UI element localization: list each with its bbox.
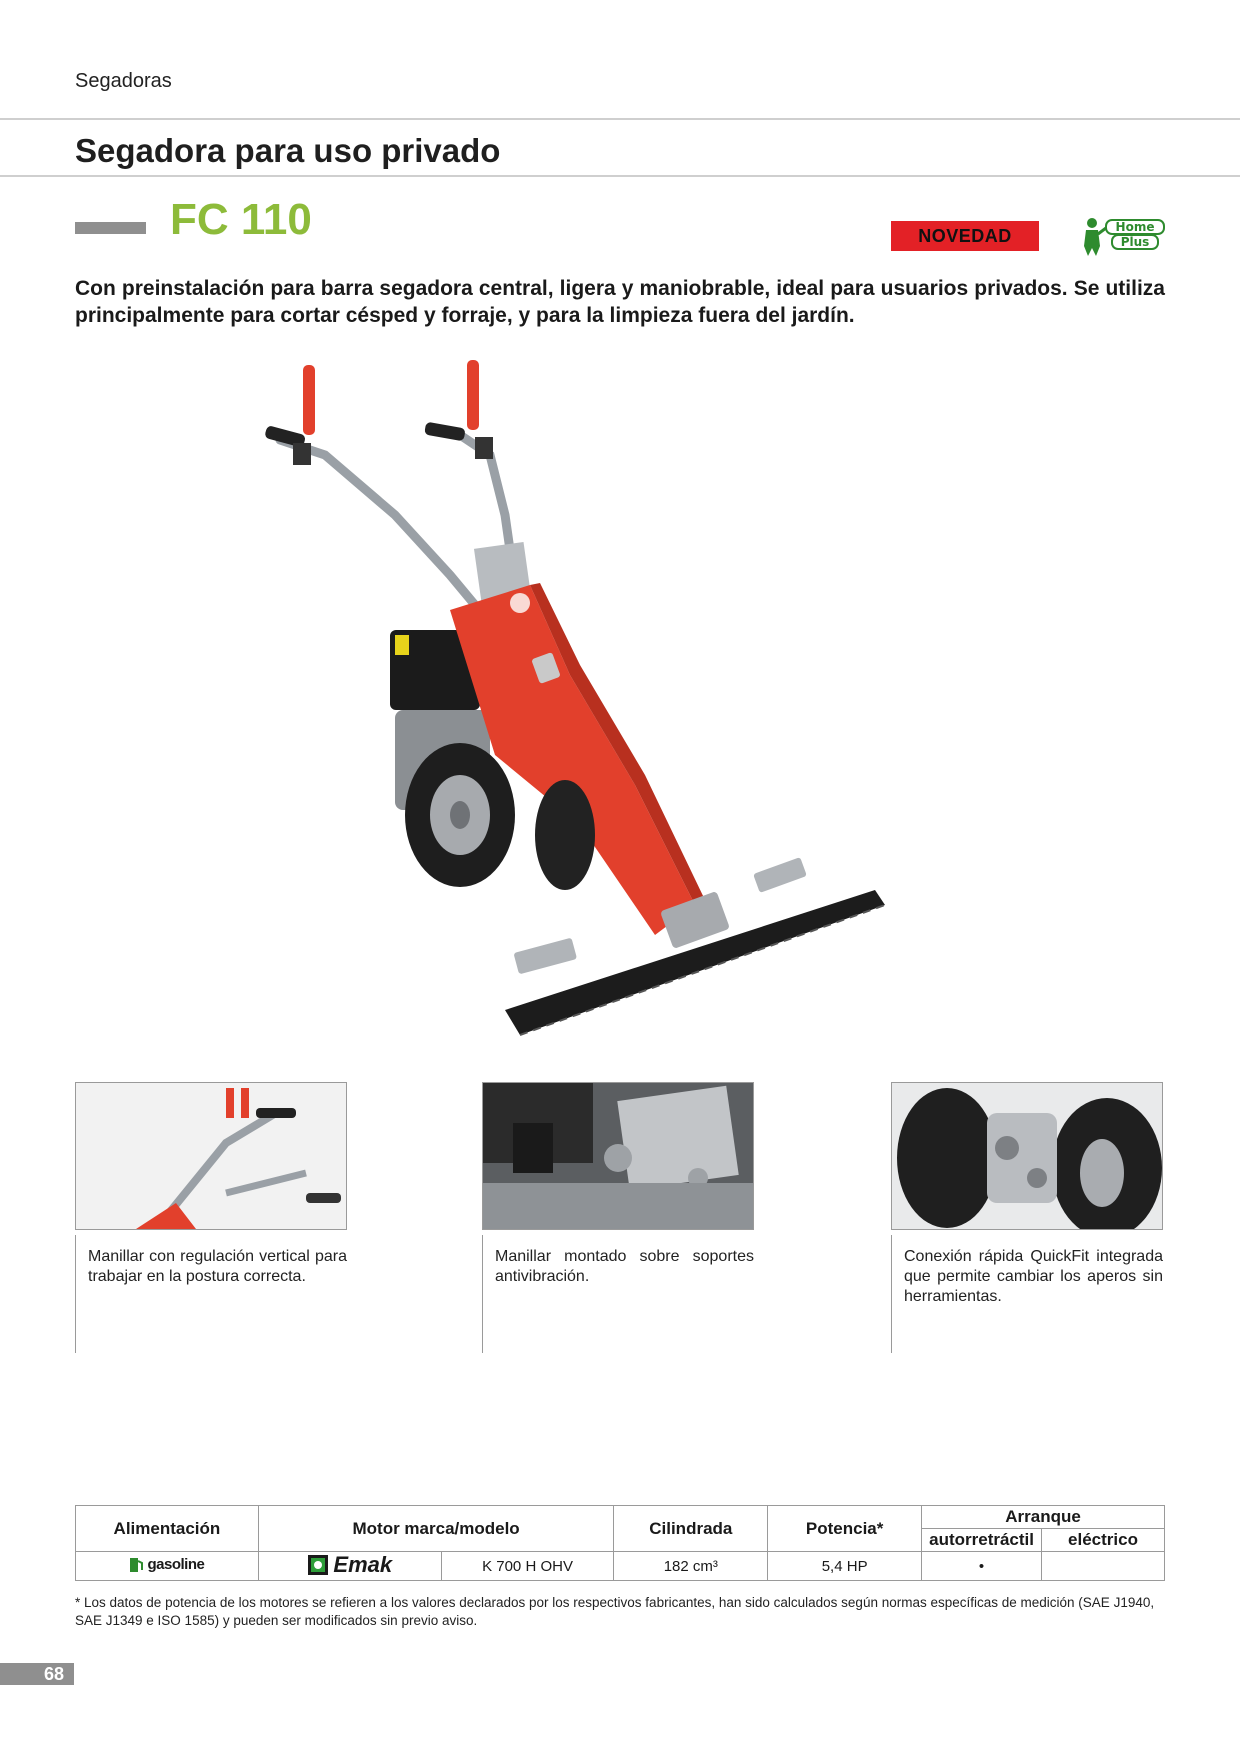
header-arranque: Arranque (922, 1506, 1165, 1529)
home-plus-logo (1078, 214, 1168, 258)
electrico-cell (1042, 1552, 1165, 1581)
model-name: FC 110 (170, 195, 312, 244)
handlebar-detail-image (75, 1082, 347, 1230)
table-row (76, 1552, 1165, 1581)
feature-antivibration (482, 1082, 754, 1353)
mower-product-image (235, 345, 995, 1065)
product-intro: Con preinstalación para barra segadora central, ligera y maniobrable, ideal para usuarios privados. Se utiliza principalmente para cortar césped y forraje, y para la limpieza fuera del jardín. (75, 277, 1165, 327)
footnote: * Los datos de potencia de los motores se refieren a los valores declarados por los respectivos fabricantes, han sido calculados según normas específicas de medición (SAE J1940, SAE J1349 e ISO 1585) y pueden ser modificados sin previo aviso. (75, 1595, 1155, 1628)
header-electrico: eléctrico (1042, 1529, 1165, 1552)
potencia-cell: 5,4 HP (768, 1552, 922, 1581)
svg-text:Plus: Plus (1120, 235, 1150, 249)
brand-cell (258, 1552, 441, 1581)
feature-caption: Conexión rápida QuickFit integrada que permite cambiar los aperos sin herramientas. (891, 1235, 1163, 1353)
page-title: Segadora para uso privado (75, 132, 501, 169)
header-motor: Motor marca/modelo (258, 1506, 614, 1552)
section-label: Segadoras (75, 70, 172, 92)
model-accent-bar (75, 222, 146, 234)
svg-text:Home: Home (1115, 220, 1155, 234)
header-potencia: Potencia* (768, 1506, 922, 1552)
feature-handlebar-adjust (75, 1082, 347, 1353)
header-autorretractil: autorretráctil (922, 1529, 1042, 1552)
fuel-cell (76, 1552, 259, 1581)
autorretractil-cell: • (922, 1552, 1042, 1581)
quickfit-detail-image (891, 1082, 1163, 1230)
header-alimentacion: Alimentación (76, 1506, 259, 1552)
gasoline-logo: gasoline (129, 1555, 204, 1573)
spec-table (75, 1505, 1165, 1581)
feature-quickfit (891, 1082, 1163, 1353)
cilindrada-cell: 182 cm³ (614, 1552, 768, 1581)
emak-logo: Emak (307, 1552, 392, 1578)
emak-mark-icon (307, 1554, 329, 1576)
antivibration-detail-image (482, 1082, 754, 1230)
fuel-pump-icon (129, 1555, 143, 1573)
title-divider (0, 175, 1240, 177)
page-number: 68 (44, 1664, 65, 1684)
header-cilindrada: Cilindrada (614, 1506, 768, 1552)
header-divider (0, 118, 1240, 120)
feature-caption: Manillar montado sobre soportes antivibración. (482, 1235, 754, 1353)
engine-model-cell: K 700 H OHV (441, 1552, 614, 1581)
novedad-badge: NOVEDAD (891, 221, 1039, 251)
feature-caption: Manillar con regulación vertical para trabajar en la postura correcta. (75, 1235, 347, 1353)
